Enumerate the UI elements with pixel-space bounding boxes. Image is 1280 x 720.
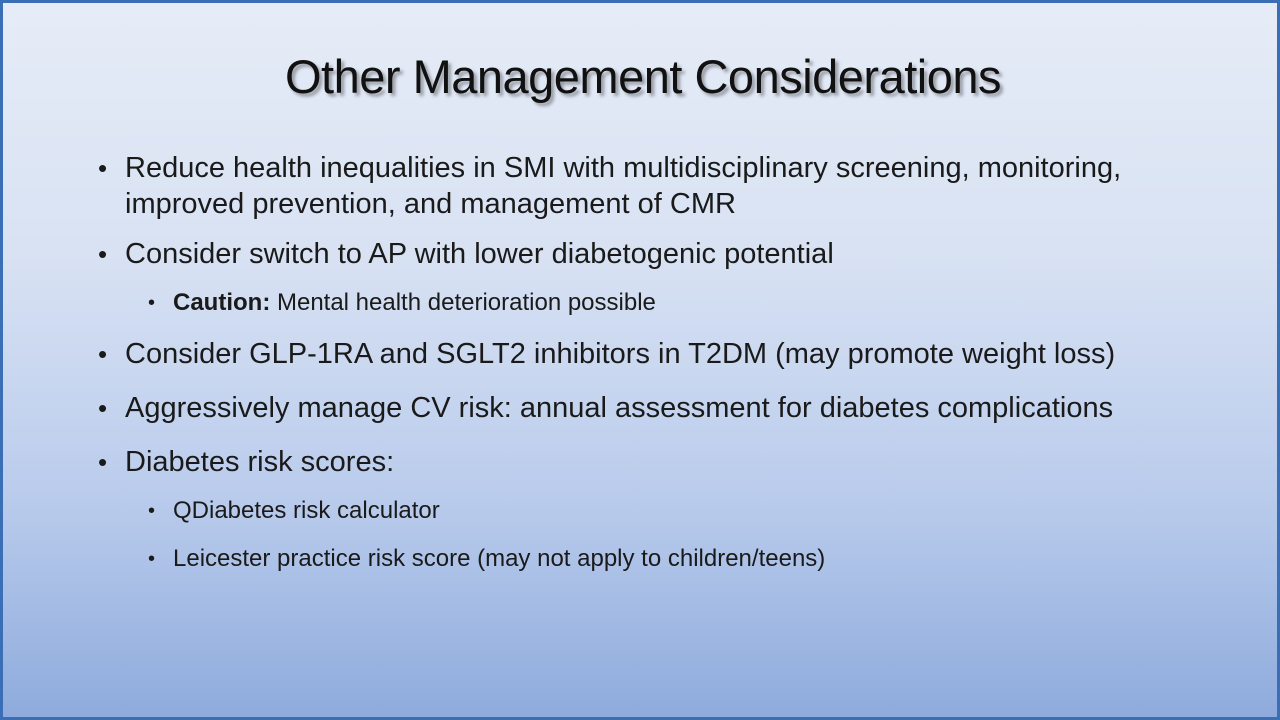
sub-bullet-item bbox=[98, 544, 1178, 574]
bullet-text: Aggressively manage CV risk: annual assessment for diabetes complications bbox=[125, 392, 1114, 424]
caution-label: Caution: bbox=[173, 289, 271, 316]
bullet-item bbox=[98, 236, 1178, 272]
sub-bullet-item bbox=[98, 288, 1178, 318]
sub-bullet-text: Leicester practice risk score (may not apply to children/teens) bbox=[173, 545, 826, 572]
bullet-text: Diabetes risk scores: bbox=[125, 446, 395, 478]
bullet-item bbox=[98, 444, 1178, 480]
bullet-item bbox=[98, 150, 1178, 222]
bullet-text: Reduce health inequalities in SMI with multidisciplinary screening, monitoring, improved prevention, and management of CMR bbox=[125, 152, 1122, 220]
bullet-item bbox=[98, 336, 1178, 372]
slide-title: Other Management Considerations bbox=[284, 50, 1001, 103]
bullet-item bbox=[98, 390, 1178, 426]
bullet-text: Consider GLP-1RA and SGLT2 inhibitors in T2DM (may promote weight loss) bbox=[125, 338, 1116, 370]
bullet-list bbox=[98, 150, 1178, 574]
bullet-text: Consider switch to AP with lower diabetogenic potential bbox=[125, 238, 834, 270]
sub-bullet-text: Mental health deterioration possible bbox=[270, 289, 656, 316]
sub-bullet-text: QDiabetes risk calculator bbox=[173, 497, 440, 524]
sub-bullet-item bbox=[98, 496, 1178, 526]
